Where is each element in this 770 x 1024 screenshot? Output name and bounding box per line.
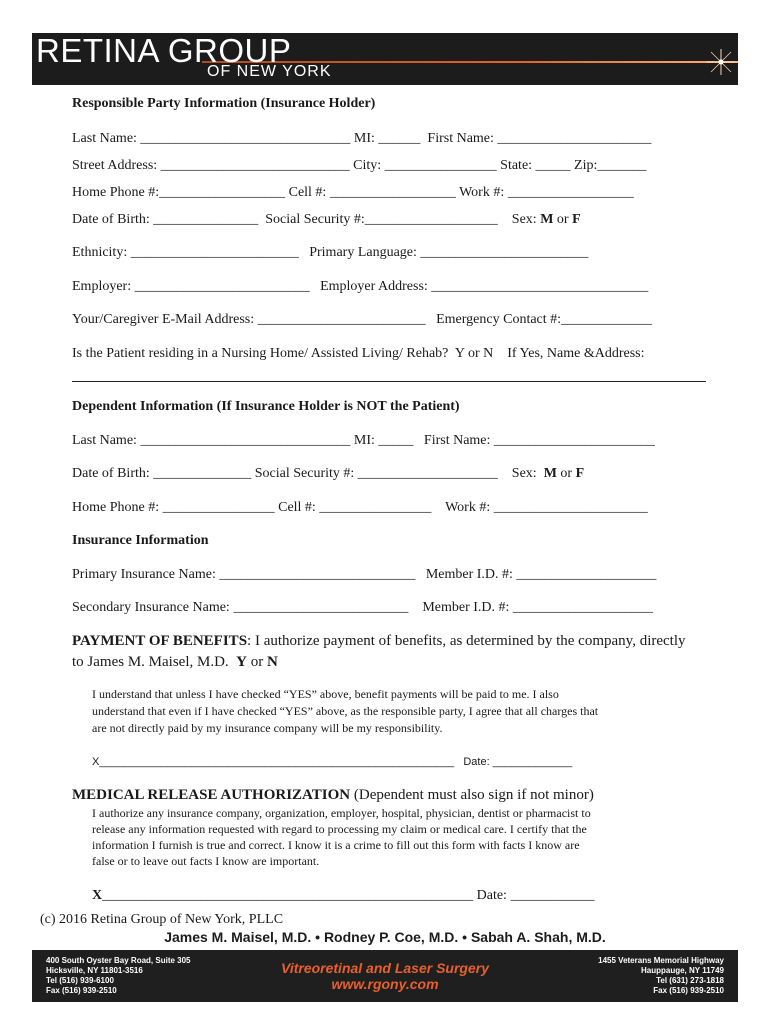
footer-right-line: Hauppauge, NY 11749 xyxy=(641,966,724,975)
payment-text: : I authorize payment of benefits, as determined by the company, directly xyxy=(247,633,686,649)
dep-sex-m-option[interactable]: M xyxy=(543,466,557,481)
responsible-section-title: Responsible Party Information (Insurance Holder) xyxy=(72,96,376,111)
responsible-employer-line[interactable]: Employer: _________________________ Employer Address: _______________________________ xyxy=(72,279,649,294)
responsible-dob-line[interactable] xyxy=(72,212,581,228)
logo-sub-text: OF NEW YORK xyxy=(207,63,332,80)
payment-doctor-text: to James M. Maisel, M.D. xyxy=(72,654,237,670)
responsible-email-line[interactable]: Your/Caregiver E-Mail Address: ________________________ Emergency Contact #:_____________ xyxy=(72,312,653,327)
footer-right-line: 1455 Veterans Memorial Highway xyxy=(598,956,724,965)
payment-authorization-line1 xyxy=(72,633,686,649)
dep-sex-f-option[interactable]: F xyxy=(575,466,585,481)
payment-paragraph-line1: I understand that unless I have checked “YES” above, benefit payments will be paid to me. I also xyxy=(92,687,559,701)
copyright-text: (c) 2016 Retina Group of New York, PLLC xyxy=(40,912,284,927)
footer-left-line: 400 South Oyster Bay Road, Suite 305 xyxy=(46,956,191,965)
secondary-insurance-line[interactable]: Secondary Insurance Name: _________________________ Member I.D. #: ____________________ xyxy=(72,600,653,615)
dob-text: Date of Birth: _______________ Social Security #:___________________ Sex: xyxy=(72,212,541,227)
dep-or-text: or xyxy=(556,466,576,481)
dependent-dob-line[interactable] xyxy=(72,466,584,482)
payment-no-option[interactable]: N xyxy=(267,654,278,670)
footer-banner xyxy=(32,950,738,1002)
payment-paragraph-line3: are not directly paid by my insurance company will be my responsibility. xyxy=(92,721,443,735)
footer-right-address xyxy=(598,956,724,996)
responsible-address-line[interactable]: Street Address: ___________________________ City: ________________ State: _____ Zip:_______ xyxy=(72,158,647,173)
medical-paragraph-line1: I authorize any insurance company, organization, employer, hospital, physician, dentist or pharmacist to xyxy=(92,806,591,820)
responsible-phone-line[interactable]: Home Phone #:__________________ Cell #: __________________ Work #: __________________ xyxy=(72,185,634,200)
header-banner xyxy=(32,33,738,85)
medical-paragraph-line3: information I furnish is true and correct. I know it is a crime to fill out this form with facts I know are xyxy=(92,838,580,852)
doctors-names: James M. Maisel, M.D. • Rodney P. Coe, M.D. • Sabah A. Shah, M.D. xyxy=(164,929,606,945)
footer-specialty: Vitreoretinal and Laser Surgery xyxy=(281,960,489,976)
nursing-home-address-rule[interactable] xyxy=(72,381,706,382)
or-text: or xyxy=(553,212,573,227)
responsible-ethnicity-line[interactable]: Ethnicity: ________________________ Primary Language: ________________________ xyxy=(72,245,589,260)
footer-website-link[interactable]: www.rgony.com xyxy=(331,976,439,992)
payment-title: PAYMENT OF BENEFITS xyxy=(72,633,248,649)
medical-release-note: (Dependent must also sign if not minor) xyxy=(350,787,594,803)
medical-release-heading xyxy=(72,787,594,803)
payment-yes-option[interactable]: Y xyxy=(236,654,248,670)
payment-or-text: or xyxy=(247,654,268,670)
nursing-home-question[interactable]: Is the Patient residing in a Nursing Home/ Assisted Living/ Rehab? Y or N If Yes, Name &Address: xyxy=(72,346,645,361)
sex-m-option[interactable]: M xyxy=(540,212,554,227)
medical-signature-line[interactable] xyxy=(92,888,594,904)
signature-x: X xyxy=(92,888,103,903)
medical-signature-blank[interactable]: _____________________________________________________ Date: ____________ xyxy=(102,888,595,903)
sex-f-option[interactable]: F xyxy=(572,212,581,227)
dependent-section-title: Dependent Information (If Insurance Holder is NOT the Patient) xyxy=(72,399,460,414)
medical-paragraph-line4: false or to leave out facts I know are important. xyxy=(92,854,320,868)
medical-paragraph-line2: release any information requested with regard to processing my claim or medical care. I certify that the xyxy=(92,822,587,836)
responsible-name-line[interactable]: Last Name: ______________________________ MI: ______ First Name: ______________________ xyxy=(72,131,652,146)
footer-right-line: Fax (516) 939-2510 xyxy=(653,986,724,995)
payment-paragraph-line2: understand that even if I have checked “YES” above, as the responsible party, I agree that all charges that xyxy=(92,704,599,718)
dependent-name-line[interactable]: Last Name: ______________________________ MI: _____ First Name: _______________________ xyxy=(72,433,655,448)
payment-signature-line[interactable]: X__________________________________________________________ Date: _____________ xyxy=(92,756,573,768)
footer-left-line: Fax (516) 939-2510 xyxy=(46,986,117,995)
insurance-section-title: Insurance Information xyxy=(72,533,209,548)
footer-right-line: Tel (631) 273-1818 xyxy=(656,976,724,985)
payment-authorization-line2 xyxy=(72,654,278,670)
dep-dob-text: Date of Birth: ______________ Social Security #: ____________________ Sex: xyxy=(72,466,544,481)
footer-left-line: Hicksville, NY 11801-3516 xyxy=(46,966,143,975)
medical-release-title: MEDICAL RELEASE AUTHORIZATION xyxy=(72,787,351,803)
primary-insurance-line[interactable]: Primary Insurance Name: ____________________________ Member I.D. #: ____________________ xyxy=(72,567,657,582)
logo-main-text: RETINA GROUP xyxy=(36,33,292,69)
footer-left-line: Tel (516) 939-6100 xyxy=(46,976,114,985)
flare-icon xyxy=(706,47,736,77)
dependent-phone-line[interactable]: Home Phone #: ________________ Cell #: ________________ Work #: ______________________ xyxy=(72,500,648,515)
